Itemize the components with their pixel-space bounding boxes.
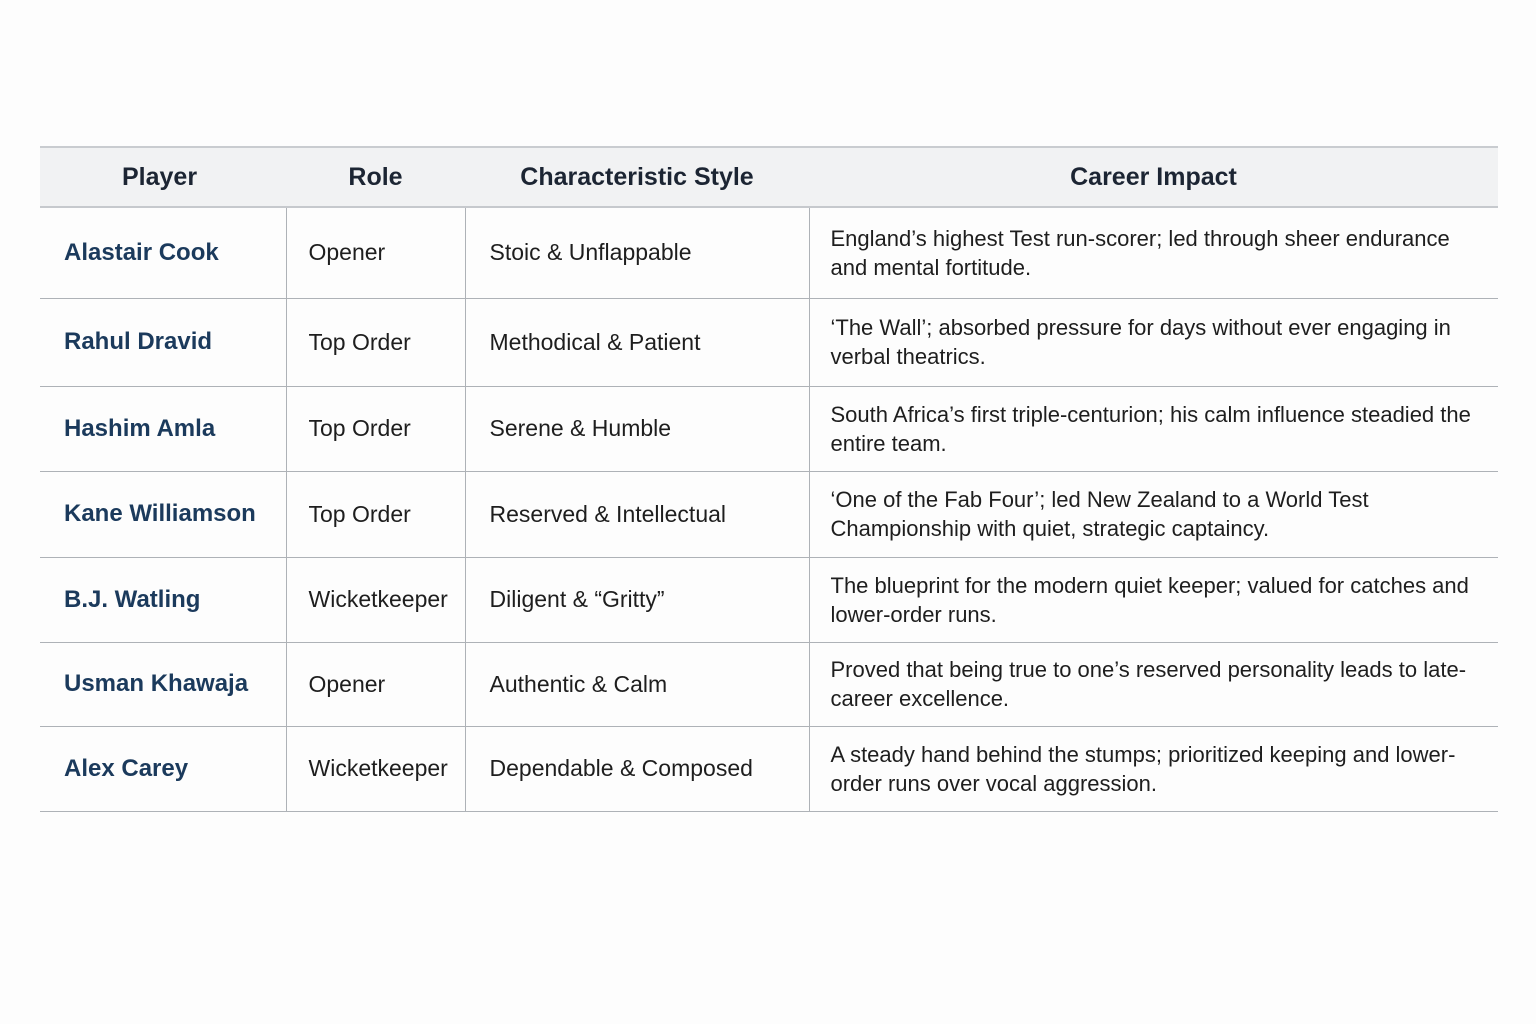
player-impact: The blueprint for the modern quiet keeper; valued for catches and lower-order runs.	[809, 557, 1498, 642]
player-style: Reserved & Intellectual	[465, 471, 809, 557]
player-name: Hashim Amla	[64, 414, 216, 442]
player-name: B.J. Watling	[64, 585, 201, 613]
player-comparison-table	[40, 146, 1498, 812]
player-role: Wicketkeeper	[286, 726, 465, 811]
player-name: Usman Khawaja	[64, 670, 249, 697]
table-body	[40, 207, 1498, 811]
player-style: Dependable & Composed	[465, 726, 809, 811]
header-row	[40, 147, 1498, 207]
table-row	[40, 557, 1498, 642]
player-name: Alastair Cook	[64, 238, 219, 266]
player-role: Top Order	[286, 386, 465, 471]
player-impact: A steady hand behind the stumps; prioritized keeping and lower-order runs over vocal aggression.	[809, 726, 1498, 811]
player-impact: ‘One of the Fab Four’; led New Zealand to a World Test Championship with quiet, strategic captaincy.	[809, 471, 1498, 557]
player-role: Wicketkeeper	[286, 557, 465, 642]
table-row	[40, 207, 1498, 298]
table-row	[40, 298, 1498, 386]
table-row	[40, 471, 1498, 557]
player-role: Top Order	[286, 471, 465, 557]
player-name: Alex Carey	[64, 754, 189, 782]
player-style: Stoic & Unflappable	[465, 207, 809, 298]
player-comparison-table-container	[40, 146, 1498, 812]
header-characteristic-style: Characteristic Style	[520, 162, 754, 191]
table-row	[40, 726, 1498, 811]
player-style: Serene & Humble	[465, 386, 809, 471]
player-role: Opener	[286, 207, 465, 298]
header-role: Role	[348, 162, 403, 191]
player-style: Diligent & “Gritty”	[465, 557, 809, 642]
table-header	[40, 147, 1498, 207]
table-row	[40, 386, 1498, 471]
player-style: Methodical & Patient	[465, 298, 809, 386]
player-impact: Proved that being true to one’s reserved personality leads to late-career excellence.	[809, 642, 1498, 726]
player-role: Opener	[286, 642, 465, 726]
header-player: Player	[122, 162, 198, 191]
player-impact: South Africa’s first triple-centurion; his calm influence steadied the entire team.	[809, 386, 1498, 471]
player-style: Authentic & Calm	[465, 642, 809, 726]
player-impact: England’s highest Test run-scorer; led through sheer endurance and mental fortitude.	[809, 207, 1498, 298]
player-role: Top Order	[286, 298, 465, 386]
player-name: Kane Williamson	[64, 500, 256, 527]
header-career-impact: Career Impact	[1070, 162, 1237, 191]
player-impact: ‘The Wall’; absorbed pressure for days without ever engaging in verbal theatrics.	[809, 298, 1498, 386]
player-name: Rahul Dravid	[64, 328, 213, 355]
table-row	[40, 642, 1498, 726]
